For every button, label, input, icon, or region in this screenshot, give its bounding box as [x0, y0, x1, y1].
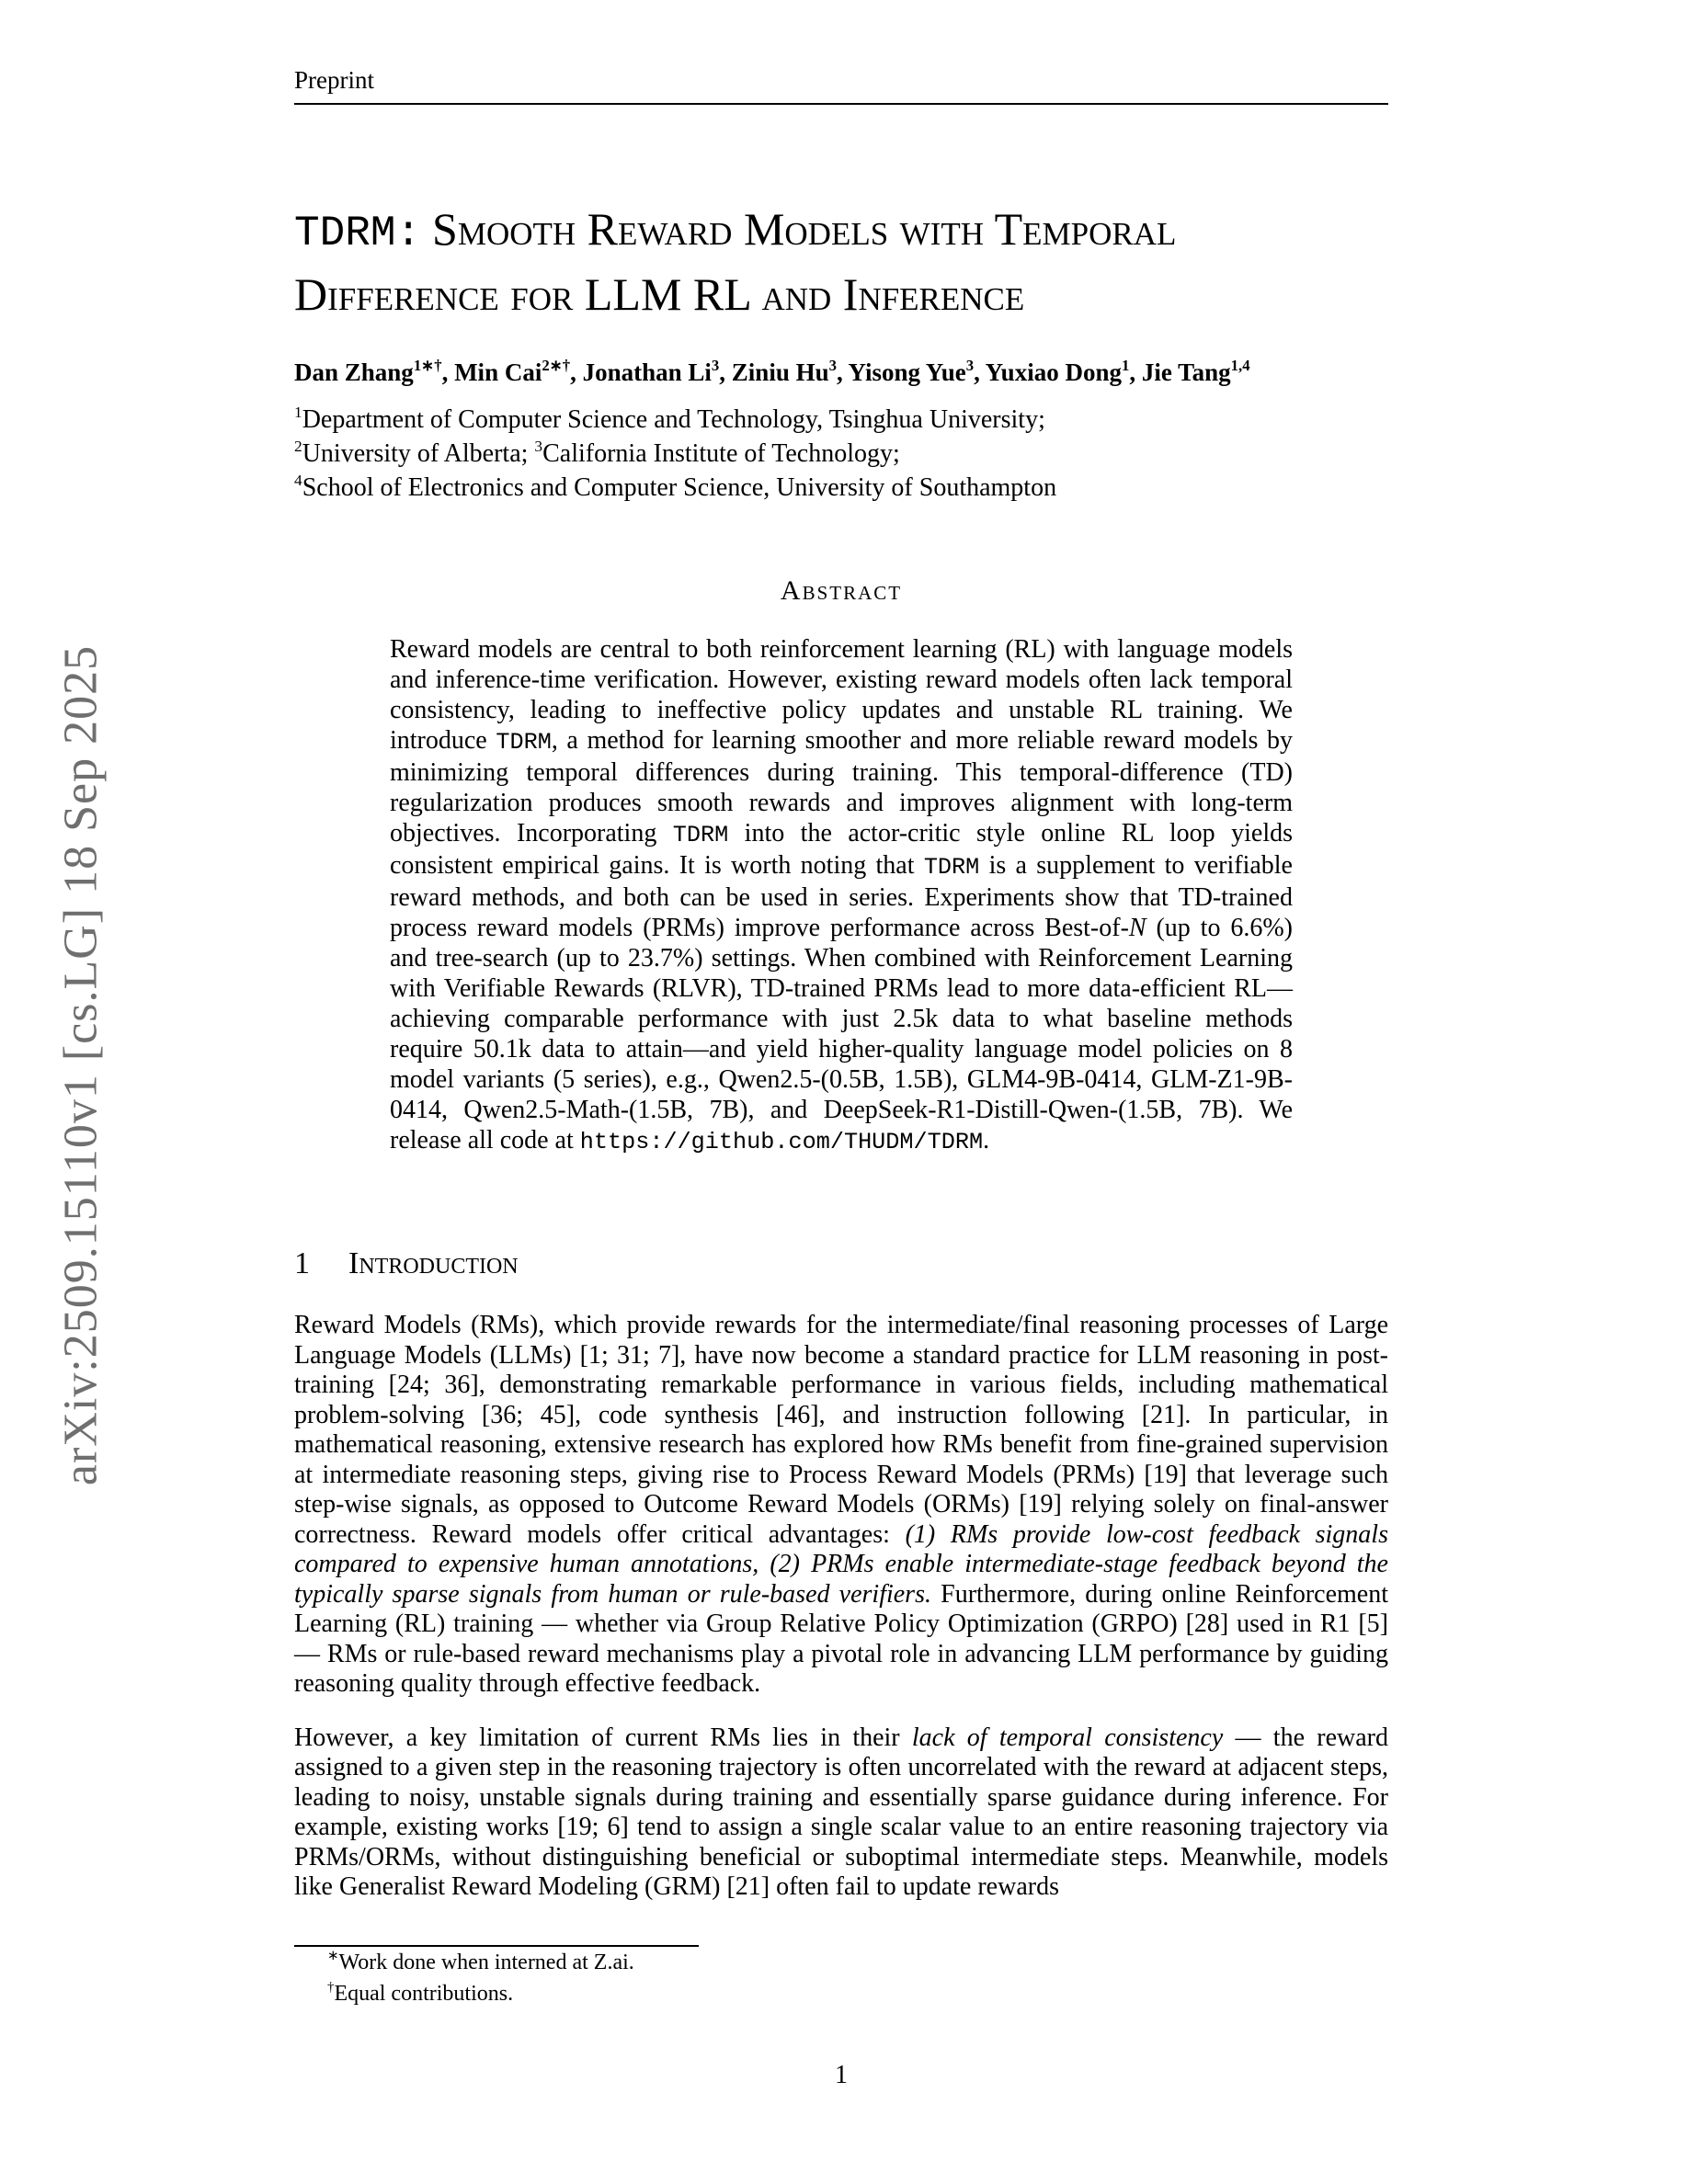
paper-title [294, 199, 1388, 324]
author-name: Jie Tang [1141, 358, 1231, 386]
page-number: 1 [835, 2061, 848, 2089]
authors-line: Dan Zhang$^{1∗\dagger}$, Min Cai$^{2∗\dagger}$, Jonathan Li$^3$, Ziniu Hu$^3$, Yisong Yue$^3$, Yuxiao Dong$^1$, Jie Tang$^{1,4}$ [294, 357, 1250, 386]
author-name: Dan Zhang [294, 358, 414, 386]
author-affiliation-mark: 3 [828, 357, 837, 375]
text-segment: (up to 6.6%) and tree-search (up to 23.7%) settings. When combined with Reinforcement Learning with Verifiable Rewards (RLVR), TD-trained PRMs lead to more data-efficient RL—achieving comparable performance with just 2.5k data to what baseline methods require 50.1k data to attain—and yield higher-quality language model policies on 8 model variants (5 series), e.g., Qwen2.5-(0.5B, 1.5B), GLM4-9B-0414, GLM-Z1-9B-0414, Qwen2.5-Math-(1.5B, 7B), and DeepSeek-R1-Distill-Qwen-(1.5B, 7B). We release all code at [390, 914, 1293, 1155]
author-affiliation-mark: 3 [711, 357, 720, 375]
author-affiliation-mark: 1∗† [413, 357, 442, 375]
text-segment: (1) RMs provide low-cost feedback signals compared to expensive human annotations, (2) PRMs enable intermediate-stage feedback beyond the typically sparse signals from human or rule-based verifiers. [294, 1519, 1388, 1609]
superscript-mark: ∗ [327, 1949, 339, 1964]
title-tdrm-mono: TDRM: [294, 210, 422, 257]
text-segment: TDRM [672, 822, 729, 848]
affiliation-line [294, 403, 1388, 437]
author-name: Min Cai [454, 358, 542, 386]
text-segment: School of Electronics and Computer Science, University of Southampton [302, 473, 1057, 502]
section-number: 1 [294, 1246, 310, 1280]
text-segment: California Institute of Technology; [542, 439, 900, 468]
section-heading-introduction [294, 1246, 1388, 1281]
abstract-heading: Abstract [780, 575, 903, 606]
superscript-mark: 3 [534, 437, 543, 455]
author-affiliation-mark: 1 [1121, 357, 1130, 375]
author-name: Jonathan Li [582, 358, 712, 386]
abstract-text [390, 634, 1293, 1157]
intro-paragraph-2 [294, 1723, 1388, 1903]
text-segment: Equal contributions. [334, 1982, 514, 2006]
author-name: Ziniu Hu [731, 358, 829, 386]
text-segment: . [983, 1126, 990, 1155]
text-segment: Furthermore, during online Reinforcement Learning (RL) training — whether via Group Relative Policy Optimization (GRPO) [28] used in R1 [5] — RMs or rule-based reward mechanisms play a pivotal role in advancing LLM performance by guiding reasoning quality through effective feedback. [294, 1579, 1389, 1698]
text-segment: Reward Models (RMs), which provide rewards for the intermediate/final reasoning processes of Large Language Models (LLMs) [1; 31; 7], have now become a standard practice for LLM reasoning in post-training [24; 36], demonstrating remarkable performance in various fields, including mathematical problem-solving [36; 45], code synthesis [46], and instruction following [21]. In particular, in mathematical reasoning, extensive research has explored how RMs benefit from fine-grained supervision at intermediate reasoning steps, giving rise to Process Reward Models (PRMs) [19] that leverage such step-wise signals, as opposed to Outcome Reward Models (ORMs) [19] relying solely on final-answer correctness. Reward models offer critical advantages: [294, 1311, 1388, 1549]
author-affiliation-mark: 3 [965, 357, 975, 375]
text-segment: Department of Computer Science and Technology, Tsinghua University; [302, 405, 1045, 434]
section-title: Introduction [348, 1246, 519, 1280]
author-affiliation-mark: 1,4 [1230, 357, 1250, 375]
title-text-line-2: Difference for LLM RL and Inference [294, 268, 1025, 320]
text-segment: Reward models are central to both reinforcement learning (RL) with language models and inference-time verification. However, existing reward models often lack temporal consistency, leading to ineffective policy updates and unstable RL training. We introduce [390, 635, 1293, 755]
text-segment: , a method for learning smoother and more reliable reward models by minimizing temporal differences during training. This temporal-difference (TD) regularization produces smooth rewards and improves alignment with long-term objectives. Incorporating [390, 726, 1293, 847]
footnote-equal-contributions [294, 1978, 1388, 2009]
footnote-work-done [294, 1947, 1388, 1978]
arxiv-watermark: arXiv:2509.15110v1 [cs.LG] 18 Sep 2025 [54, 644, 108, 1486]
text-segment: TDRM [923, 854, 980, 881]
text-segment: into the actor-critic style online RL loop yields consistent empirical gains. It is worth noting that [390, 819, 1294, 880]
text-column [294, 0, 1388, 2184]
paper-title-line-2 [294, 264, 1388, 324]
text-segment: TDRM [496, 729, 552, 756]
affiliation-line [294, 437, 1388, 471]
text-segment: University of Alberta; [302, 439, 535, 468]
author-affiliation-mark: 2∗† [542, 357, 571, 375]
author-name: Yuxiao Dong [985, 358, 1122, 386]
superscript-mark: † [327, 1980, 335, 1996]
paper-title-line-1 [294, 199, 1388, 264]
text-segment: N [1128, 914, 1146, 942]
superscript-mark: 2 [294, 437, 302, 455]
title-text-line-1: Smooth Reward Models with Temporal [432, 203, 1177, 255]
text-segment: Work done when interned at Z.ai. [338, 1951, 634, 1974]
affiliations [294, 403, 1388, 505]
running-header-label: Preprint [294, 66, 374, 94]
introduction-body [294, 1311, 1388, 1903]
footnote-block [294, 1945, 1388, 2009]
text-segment: — the reward assigned to a given step in the reasoning trajectory is often uncorrelated with the reward at adjacent steps, leading to noisy, unstable signals during training and essentially sparse guidance during inference. For example, existing works [19; 6] tend to assign a single scalar value to an entire reasoning trajectory via PRMs/ORMs, without distinguishing beneficial or suboptimal intermediate steps. Meanwhile, models like Generalist Reward Modeling (GRM) [21] often fail to update rewards [294, 1723, 1388, 1901]
affiliation-line [294, 471, 1388, 505]
author-name: Yisong Yue [848, 358, 966, 386]
superscript-mark: 4 [294, 471, 302, 489]
superscript-mark: 1 [294, 403, 302, 421]
text-segment: is a supplement to verifiable reward methods, and both can be used in series. Experiments show that TD-trained process reward models (PRMs) improve performance across Best-of- [390, 851, 1293, 942]
intro-paragraph-1 [294, 1311, 1388, 1700]
text-segment: lack of temporal consistency [911, 1723, 1224, 1752]
text-segment: However, a key limitation of current RMs lies in their [294, 1723, 912, 1752]
running-header [294, 66, 1388, 105]
github-link[interactable]: https://github.com/THUDM/TDRM [579, 1129, 984, 1155]
